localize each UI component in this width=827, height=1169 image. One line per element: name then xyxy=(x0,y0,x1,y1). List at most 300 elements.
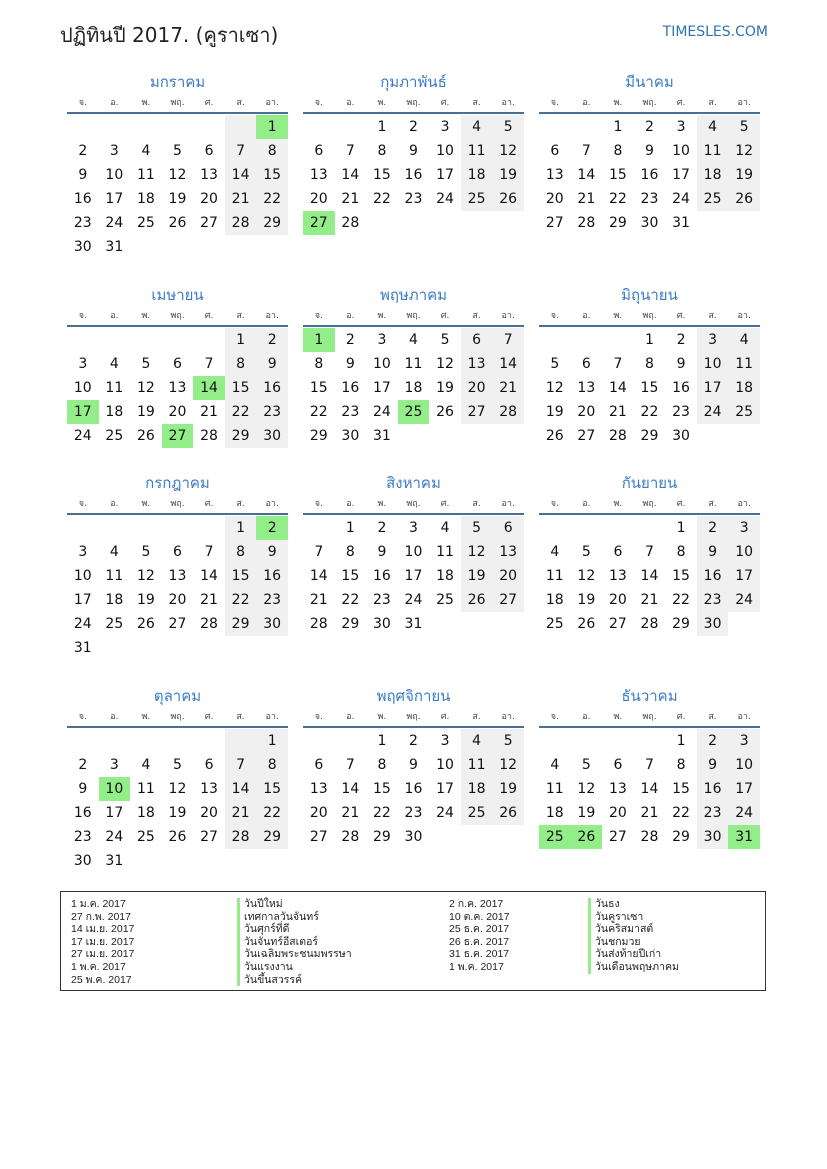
day-cell: 28 xyxy=(640,829,659,845)
day-cell: 22 xyxy=(608,191,627,207)
day-cell: 23 xyxy=(256,400,288,424)
day-cell: 2 xyxy=(697,516,729,540)
empty-cell xyxy=(634,516,666,540)
day-cell: 9 xyxy=(256,352,288,376)
holiday-name: วันเฉลิมพระชนมพรรษา xyxy=(237,948,352,961)
header-divider xyxy=(539,726,760,728)
day-cell: 3 xyxy=(78,356,88,372)
day-cell: 30 xyxy=(672,428,690,444)
weekday-label: อ. xyxy=(582,499,591,509)
day-cell: 23 xyxy=(372,592,391,608)
weekday-label: ส. xyxy=(472,311,481,321)
weekday-label: ส. xyxy=(236,98,245,108)
holiday-name: วันเดือนพฤษภาคม xyxy=(588,961,679,974)
weekday-label: อ. xyxy=(346,499,355,509)
empty-cell xyxy=(193,849,225,873)
day-cell: 23 xyxy=(697,588,729,612)
day-cell: 21 xyxy=(341,805,360,821)
weekday-label: ส. xyxy=(236,712,245,722)
day-cell: 16 xyxy=(372,568,391,584)
day-cell: 30 xyxy=(372,616,391,632)
day-cell: 14 xyxy=(200,568,218,584)
day-cell: 26 xyxy=(492,187,524,211)
month-name: กุมภาพันธ์ xyxy=(380,73,447,91)
day-cell: 10 xyxy=(728,540,760,564)
weekday-label: จ. xyxy=(550,311,559,321)
day-cell: 16 xyxy=(640,167,659,183)
holiday-date: 25 พ.ค. 2017 xyxy=(71,973,132,986)
day-cell: 7 xyxy=(225,139,257,163)
empty-cell xyxy=(366,211,398,235)
week-row xyxy=(303,211,524,235)
weekday-label: ศ. xyxy=(440,712,450,722)
day-cell: 1 xyxy=(225,516,257,540)
day-cell: 7 xyxy=(645,757,654,773)
day-cell: 30 xyxy=(256,612,288,636)
empty-cell xyxy=(256,636,288,660)
week-row xyxy=(539,376,760,400)
day-cell: 8 xyxy=(676,757,686,773)
empty-cell xyxy=(728,424,760,448)
week-row xyxy=(67,825,288,849)
day-cell: 12 xyxy=(545,380,564,396)
header-divider xyxy=(67,112,288,114)
day-cell: 6 xyxy=(613,544,623,560)
holiday-name: วันธง xyxy=(588,898,679,911)
empty-cell xyxy=(99,516,131,540)
day-cell: 4 xyxy=(728,328,760,352)
day-cell: 6 xyxy=(314,757,324,773)
month-name: กรกฎาคม xyxy=(145,474,210,492)
empty-cell xyxy=(539,115,571,139)
week-row xyxy=(67,753,288,777)
week-row xyxy=(539,424,760,448)
day-cell: 18 xyxy=(404,380,423,396)
day-cell: 12 xyxy=(136,568,155,584)
empty-cell xyxy=(697,211,729,235)
day-cell: 28 xyxy=(200,428,218,444)
weekday-label: พ. xyxy=(613,311,623,321)
weekday-header xyxy=(303,94,524,112)
day-cell: 15 xyxy=(225,376,257,400)
empty-cell xyxy=(539,328,571,352)
week-row xyxy=(67,400,288,424)
day-cell: 14 xyxy=(225,777,257,801)
month-block xyxy=(67,471,288,660)
weekday-label: อา. xyxy=(265,712,279,722)
weekday-label: อา. xyxy=(737,499,751,509)
day-cell: 28 xyxy=(225,825,257,849)
day-cell: 21 xyxy=(200,404,218,420)
weekday-label: อา. xyxy=(265,311,279,321)
day-cell: 23 xyxy=(697,801,729,825)
day-cell: 4 xyxy=(109,356,119,372)
day-cell: 25 xyxy=(136,829,155,845)
weekday-label: พ. xyxy=(613,712,623,722)
weekday-label: อา. xyxy=(737,311,751,321)
day-cell: 22 xyxy=(372,805,391,821)
month-block xyxy=(539,684,760,849)
day-cell: 9 xyxy=(78,781,88,797)
holiday-dates-left xyxy=(71,898,134,986)
day-cell: 24 xyxy=(73,428,92,444)
day-cell: 15 xyxy=(309,380,328,396)
day-cell: 22 xyxy=(256,187,288,211)
week-row xyxy=(303,400,524,424)
day-cell: 21 xyxy=(492,376,524,400)
holiday-names-right xyxy=(588,898,679,974)
empty-cell xyxy=(303,115,335,139)
empty-cell xyxy=(571,516,603,540)
week-row xyxy=(539,400,760,424)
weekday-label: อา. xyxy=(737,712,751,722)
day-cell: 4 xyxy=(109,544,119,560)
day-cell: 17 xyxy=(404,568,423,584)
weekday-label: อา. xyxy=(501,712,515,722)
day-cell: 28 xyxy=(608,428,627,444)
empty-cell xyxy=(492,424,524,448)
day-cell: 24 xyxy=(73,616,92,632)
empty-cell xyxy=(225,636,257,660)
day-cell: 19 xyxy=(136,592,155,608)
day-cell: 21 xyxy=(577,191,596,207)
day-cell: 18 xyxy=(697,163,729,187)
day-cell: 6 xyxy=(492,516,524,540)
day-cell: 11 xyxy=(404,356,423,372)
weekday-label: พ. xyxy=(613,98,623,108)
day-cell: 28 xyxy=(640,616,659,632)
day-cell: 13 xyxy=(200,781,218,797)
weekday-label: อ. xyxy=(110,499,119,509)
week-row xyxy=(303,540,524,564)
month-name: มีนาคม xyxy=(625,73,674,91)
empty-cell xyxy=(130,636,162,660)
holiday-name: เทศกาลวันจันทร์ xyxy=(237,911,352,924)
day-cell: 10 xyxy=(728,753,760,777)
day-cell: 19 xyxy=(492,163,524,187)
day-cell: 11 xyxy=(436,544,454,560)
week-row xyxy=(303,376,524,400)
weekday-label: จ. xyxy=(314,712,323,722)
day-cell: 23 xyxy=(672,404,690,420)
week-row xyxy=(67,777,288,801)
day-cell: 15 xyxy=(225,564,257,588)
empty-cell xyxy=(67,115,99,139)
day-cell: 7 xyxy=(345,143,355,159)
day-cell: 27 xyxy=(303,211,335,235)
week-row xyxy=(303,115,524,139)
day-cell: 15 xyxy=(372,167,391,183)
weekday-label: ศ. xyxy=(676,311,686,321)
empty-cell xyxy=(398,424,430,448)
day-cell: 23 xyxy=(404,805,423,821)
day-cell: 27 xyxy=(545,215,564,231)
month-block xyxy=(303,471,524,636)
day-cell: 10 xyxy=(73,380,92,396)
day-cell: 10 xyxy=(436,757,454,773)
day-cell: 27 xyxy=(200,215,218,231)
day-cell: 19 xyxy=(461,564,493,588)
day-cell: 4 xyxy=(550,544,560,560)
holiday-date: 25 ธ.ค. 2017 xyxy=(449,923,510,936)
day-cell: 10 xyxy=(99,777,131,801)
day-cell: 18 xyxy=(105,592,124,608)
weekday-label: จ. xyxy=(78,712,87,722)
day-cell: 10 xyxy=(105,167,124,183)
week-row xyxy=(67,328,288,352)
day-cell: 4 xyxy=(141,757,151,773)
day-cell: 24 xyxy=(372,404,391,420)
day-cell: 31 xyxy=(672,215,690,231)
day-cell: 20 xyxy=(168,592,187,608)
weekday-label: ศ. xyxy=(676,98,686,108)
day-cell: 7 xyxy=(314,544,324,560)
weekday-label: อา. xyxy=(737,98,751,108)
empty-cell xyxy=(162,636,194,660)
week-row xyxy=(303,612,524,636)
weekday-header xyxy=(67,307,288,325)
empty-cell xyxy=(193,516,225,540)
week-row xyxy=(67,564,288,588)
week-row xyxy=(539,612,760,636)
day-cell: 18 xyxy=(136,805,155,821)
day-cell: 19 xyxy=(136,404,155,420)
day-cell: 9 xyxy=(78,167,88,183)
weekday-header xyxy=(539,495,760,513)
day-cell: 1 xyxy=(256,729,288,753)
day-cell: 18 xyxy=(461,163,493,187)
day-cell: 2 xyxy=(345,332,355,348)
day-cell: 8 xyxy=(377,143,387,159)
weekday-label: พ. xyxy=(377,499,387,509)
weekday-label: ศ. xyxy=(440,98,450,108)
month-name: พฤษภาคม xyxy=(379,286,448,304)
day-cell: 22 xyxy=(372,191,391,207)
week-row xyxy=(539,777,760,801)
day-cell: 17 xyxy=(105,805,124,821)
day-cell: 28 xyxy=(341,215,360,231)
day-cell: 18 xyxy=(545,592,564,608)
weekday-label: ส. xyxy=(472,98,481,108)
day-cell: 14 xyxy=(640,568,659,584)
weekday-label: พฤ. xyxy=(406,98,421,108)
day-cell: 25 xyxy=(545,616,564,632)
day-cell: 1 xyxy=(256,115,288,139)
week-row xyxy=(539,540,760,564)
day-cell: 4 xyxy=(461,729,493,753)
day-cell: 3 xyxy=(409,520,418,536)
day-cell: 3 xyxy=(697,328,729,352)
day-cell: 29 xyxy=(640,428,659,444)
day-cell: 27 xyxy=(492,588,524,612)
empty-cell xyxy=(728,211,760,235)
day-cell: 23 xyxy=(341,404,360,420)
week-row xyxy=(539,115,760,139)
day-cell: 11 xyxy=(105,568,124,584)
empty-cell xyxy=(728,612,760,636)
day-cell: 20 xyxy=(545,191,564,207)
weekday-label: อา. xyxy=(501,499,515,509)
day-cell: 23 xyxy=(404,191,423,207)
month-block xyxy=(303,684,524,849)
day-cell: 20 xyxy=(577,404,596,420)
day-cell: 31 xyxy=(372,428,391,444)
empty-cell xyxy=(602,729,634,753)
day-cell: 10 xyxy=(436,143,454,159)
empty-cell xyxy=(429,424,461,448)
day-cell: 25 xyxy=(461,801,493,825)
day-cell: 5 xyxy=(141,356,151,372)
weekday-header xyxy=(303,307,524,325)
empty-cell xyxy=(225,115,257,139)
day-cell: 27 xyxy=(608,616,627,632)
day-cell: 26 xyxy=(168,829,187,845)
day-cell: 15 xyxy=(372,781,391,797)
day-cell: 10 xyxy=(697,352,729,376)
day-cell: 10 xyxy=(73,568,92,584)
weekday-label: อา. xyxy=(501,311,515,321)
week-row xyxy=(539,516,760,540)
day-cell: 25 xyxy=(539,825,571,849)
weekday-label: อ. xyxy=(110,712,119,722)
empty-cell xyxy=(256,849,288,873)
day-cell: 17 xyxy=(67,400,99,424)
empty-cell xyxy=(99,729,131,753)
day-cell: 29 xyxy=(256,825,288,849)
day-cell: 15 xyxy=(672,568,690,584)
day-cell: 2 xyxy=(78,143,88,159)
day-cell: 9 xyxy=(697,753,729,777)
day-cell: 14 xyxy=(225,163,257,187)
weekday-label: ส. xyxy=(472,712,481,722)
empty-cell xyxy=(303,516,335,540)
weekday-header xyxy=(539,307,760,325)
day-cell: 26 xyxy=(136,428,155,444)
day-cell: 30 xyxy=(341,428,360,444)
day-cell: 17 xyxy=(436,167,454,183)
day-cell: 22 xyxy=(341,592,360,608)
day-cell: 15 xyxy=(256,777,288,801)
empty-cell xyxy=(492,612,524,636)
day-cell: 27 xyxy=(200,829,218,845)
month-name: ตุลาคม xyxy=(153,687,202,705)
day-cell: 17 xyxy=(697,376,729,400)
empty-cell xyxy=(130,849,162,873)
weekday-label: จ. xyxy=(78,311,87,321)
day-cell: 21 xyxy=(640,592,659,608)
weekday-label: อ. xyxy=(110,98,119,108)
day-cell: 13 xyxy=(200,167,218,183)
empty-cell xyxy=(571,328,603,352)
day-cell: 3 xyxy=(109,757,119,773)
day-cell: 26 xyxy=(571,825,603,849)
month-name: พฤศจิกายน xyxy=(376,687,451,705)
weekday-label: ส. xyxy=(708,98,717,108)
day-cell: 24 xyxy=(105,215,124,231)
day-cell: 30 xyxy=(404,829,423,845)
day-cell: 12 xyxy=(577,568,596,584)
day-cell: 14 xyxy=(341,781,360,797)
day-cell: 16 xyxy=(697,564,729,588)
day-cell: 12 xyxy=(168,781,187,797)
empty-cell xyxy=(303,729,335,753)
weekday-label: พฤ. xyxy=(170,98,185,108)
empty-cell xyxy=(697,424,729,448)
empty-cell xyxy=(335,729,367,753)
day-cell: 28 xyxy=(341,829,360,845)
day-cell: 17 xyxy=(728,777,760,801)
day-cell: 23 xyxy=(73,215,92,231)
header-divider xyxy=(303,513,524,515)
day-cell: 20 xyxy=(168,404,187,420)
day-cell: 25 xyxy=(105,616,124,632)
holiday-dates-right xyxy=(449,898,510,974)
week-row xyxy=(303,352,524,376)
day-cell: 6 xyxy=(204,143,214,159)
empty-cell xyxy=(539,729,571,753)
day-cell: 5 xyxy=(492,115,524,139)
day-cell: 25 xyxy=(136,215,155,231)
day-cell: 16 xyxy=(672,380,690,396)
day-cell: 31 xyxy=(73,640,92,656)
weekday-label: อ. xyxy=(346,311,355,321)
day-cell: 13 xyxy=(608,568,627,584)
month-block xyxy=(539,70,760,235)
holiday-date: 31 ธ.ค. 2017 xyxy=(449,948,510,961)
day-cell: 26 xyxy=(461,588,493,612)
weekday-label: ศ. xyxy=(440,499,450,509)
day-cell: 10 xyxy=(404,544,423,560)
week-row xyxy=(67,729,288,753)
month-block xyxy=(67,684,288,873)
day-cell: 1 xyxy=(613,119,623,135)
weekday-label: พ. xyxy=(141,98,151,108)
header-divider xyxy=(303,112,524,114)
empty-cell xyxy=(67,516,99,540)
day-cell: 30 xyxy=(73,853,92,869)
day-cell: 27 xyxy=(162,424,194,448)
day-cell: 6 xyxy=(550,143,560,159)
day-cell: 23 xyxy=(73,829,92,845)
brand-logo-text[interactable]: TIMESLES.COM xyxy=(662,24,768,40)
day-cell: 27 xyxy=(168,616,187,632)
day-cell: 8 xyxy=(676,544,686,560)
header-divider xyxy=(67,726,288,728)
weekday-label: อ. xyxy=(346,712,355,722)
empty-cell xyxy=(225,729,257,753)
month-name: ธันวาคม xyxy=(621,687,678,705)
day-cell: 11 xyxy=(545,781,564,797)
weekday-label: อ. xyxy=(582,712,591,722)
day-cell: 2 xyxy=(78,757,88,773)
day-cell: 30 xyxy=(697,825,729,849)
week-row xyxy=(303,163,524,187)
day-cell: 14 xyxy=(608,380,627,396)
day-cell: 19 xyxy=(545,404,564,420)
holiday-name: วันแรงงาน xyxy=(237,961,352,974)
empty-cell xyxy=(429,612,461,636)
day-cell: 26 xyxy=(577,616,596,632)
empty-cell xyxy=(162,115,194,139)
day-cell: 5 xyxy=(173,143,182,159)
day-cell: 22 xyxy=(640,404,659,420)
day-cell: 11 xyxy=(105,380,124,396)
day-cell: 16 xyxy=(404,781,423,797)
day-cell: 13 xyxy=(545,167,564,183)
day-cell: 1 xyxy=(676,520,686,536)
day-cell: 4 xyxy=(697,115,729,139)
header-divider xyxy=(539,513,760,515)
